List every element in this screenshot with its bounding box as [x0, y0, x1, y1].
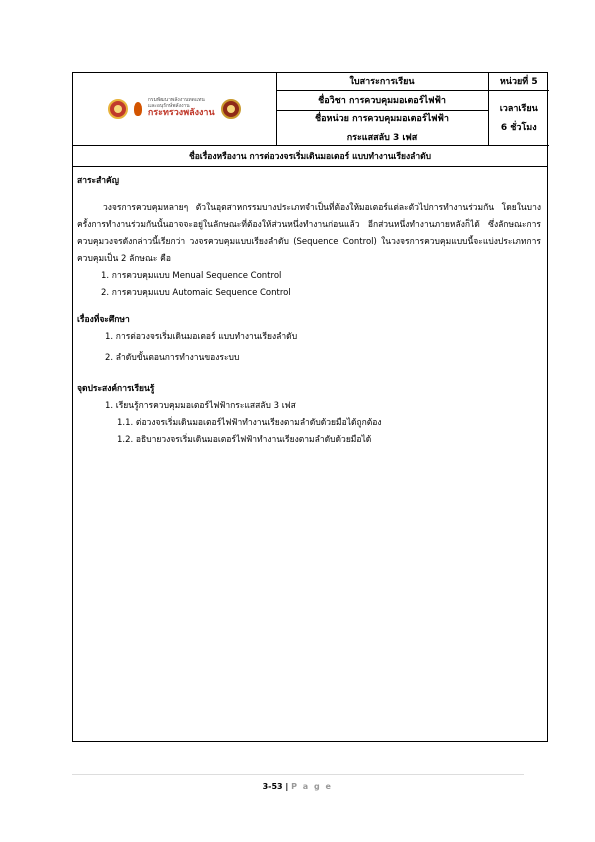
- subject-name: ชื่อวิชา การควบคุมมอเตอร์ไฟฟ้า: [276, 90, 488, 110]
- study-item: 1. การต่อวงจรเริ่มเดินมอเตอร์ แบบทำงานเรียงลำดับ: [105, 331, 298, 342]
- footer-divider: [72, 774, 524, 775]
- time-cell: [488, 90, 549, 145]
- study-item: 2. ลำดับขั้นตอนการทำงานของระบบ: [105, 352, 240, 363]
- doc-type: ใบสาระการเรียน: [276, 73, 488, 90]
- unit-name-cell: [276, 110, 488, 145]
- dede-seal-icon: [108, 99, 128, 119]
- essence-heading: สาระสำคัญ: [77, 175, 119, 186]
- flame-logo-icon: [134, 102, 142, 116]
- objective-heading: จุดประสงค์การเรียนรู้: [77, 383, 155, 394]
- lesson-sheet: [72, 72, 548, 742]
- header-table: [73, 73, 549, 146]
- logo-line-2: และอนุรักษ์พลังงาน: [147, 102, 190, 109]
- logo-line-1: กรมพัฒนาพลังงานทดแทน: [147, 97, 205, 104]
- objective-sub: 1.1. ต่อวงจรเริ่มเดินมอเตอร์ไฟฟ้าทำงานเรียงตามลำดับด้วยมือได้ถูกต้อง: [117, 417, 382, 428]
- essence-item: 1. การควบคุมแบบ Menual Sequence Control: [101, 270, 282, 281]
- page-number: 3-53: [262, 782, 283, 791]
- logo-text: [148, 98, 215, 119]
- logo-cell: [73, 73, 276, 145]
- ministry-seal-icon: [221, 99, 241, 119]
- objective-sub: 1.2. อธิบายวงจรเริ่มเดินมอเตอร์ไฟฟ้าทำงานเรียงตามลำดับด้วยมือได้: [117, 434, 372, 445]
- topic-title: ชื่อเรื่องหรืองาน การต่อวงจรเริ่มเดินมอเตอร์ แบบทำงานเรียงลำดับ: [73, 146, 547, 167]
- essence-item: 2. การควบคุมแบบ Automaic Sequence Control: [101, 287, 291, 298]
- footer-separator: |: [285, 782, 289, 791]
- unit-number: หน่วยที่ 5: [488, 73, 549, 90]
- content-body: [73, 167, 547, 449]
- page-word: P a g e: [291, 782, 333, 791]
- page-footer: [0, 782, 595, 791]
- unit-name-line-2: กระแสสลับ 3 เฟส: [346, 133, 418, 143]
- time-label: เวลาเรียน: [499, 104, 538, 114]
- essence-paragraph: วงจรการควบคุมหลายๆ ตัวในอุตสาหกรรมบางประเภทจำเป็นที่ต้องให้มอเตอร์แต่ละตัวไปการทำงานร่วมกัน โดยในบางครั้งการทำงานร่วมกันนั้นอาจจะอยู่ในลักษณะที่ต้องให้ส่วนหนึ่งทำงานก่อนแล้ว อีกส่วนหนึ่งทำงานภายหลังก็ได้ ซึ่งลักษณะการควบคุมวงจรดังกล่าวนี้เรียกว่า วงจรควบคุมแบบเรียงลำดับ (Sequence Control) ในวงจรการควบคุมแบบนี้จะแบ่งประเภทการควบคุมเป็น 2 ลักษณะ คือ: [77, 202, 541, 264]
- logo-ministry: กระทรวงพลังงาน: [147, 108, 215, 119]
- unit-name-line-1: ชื่อหน่วย การควบคุมมอเตอร์ไฟฟ้า: [315, 114, 449, 124]
- time-value: 6 ชั่วโมง: [500, 123, 537, 133]
- study-heading: เรื่องที่จะศึกษา: [77, 314, 130, 325]
- objective-main: 1. เรียนรู้การควบคุมมอเตอร์ไฟฟ้ากระแสสลับ 3 เฟส: [105, 400, 296, 411]
